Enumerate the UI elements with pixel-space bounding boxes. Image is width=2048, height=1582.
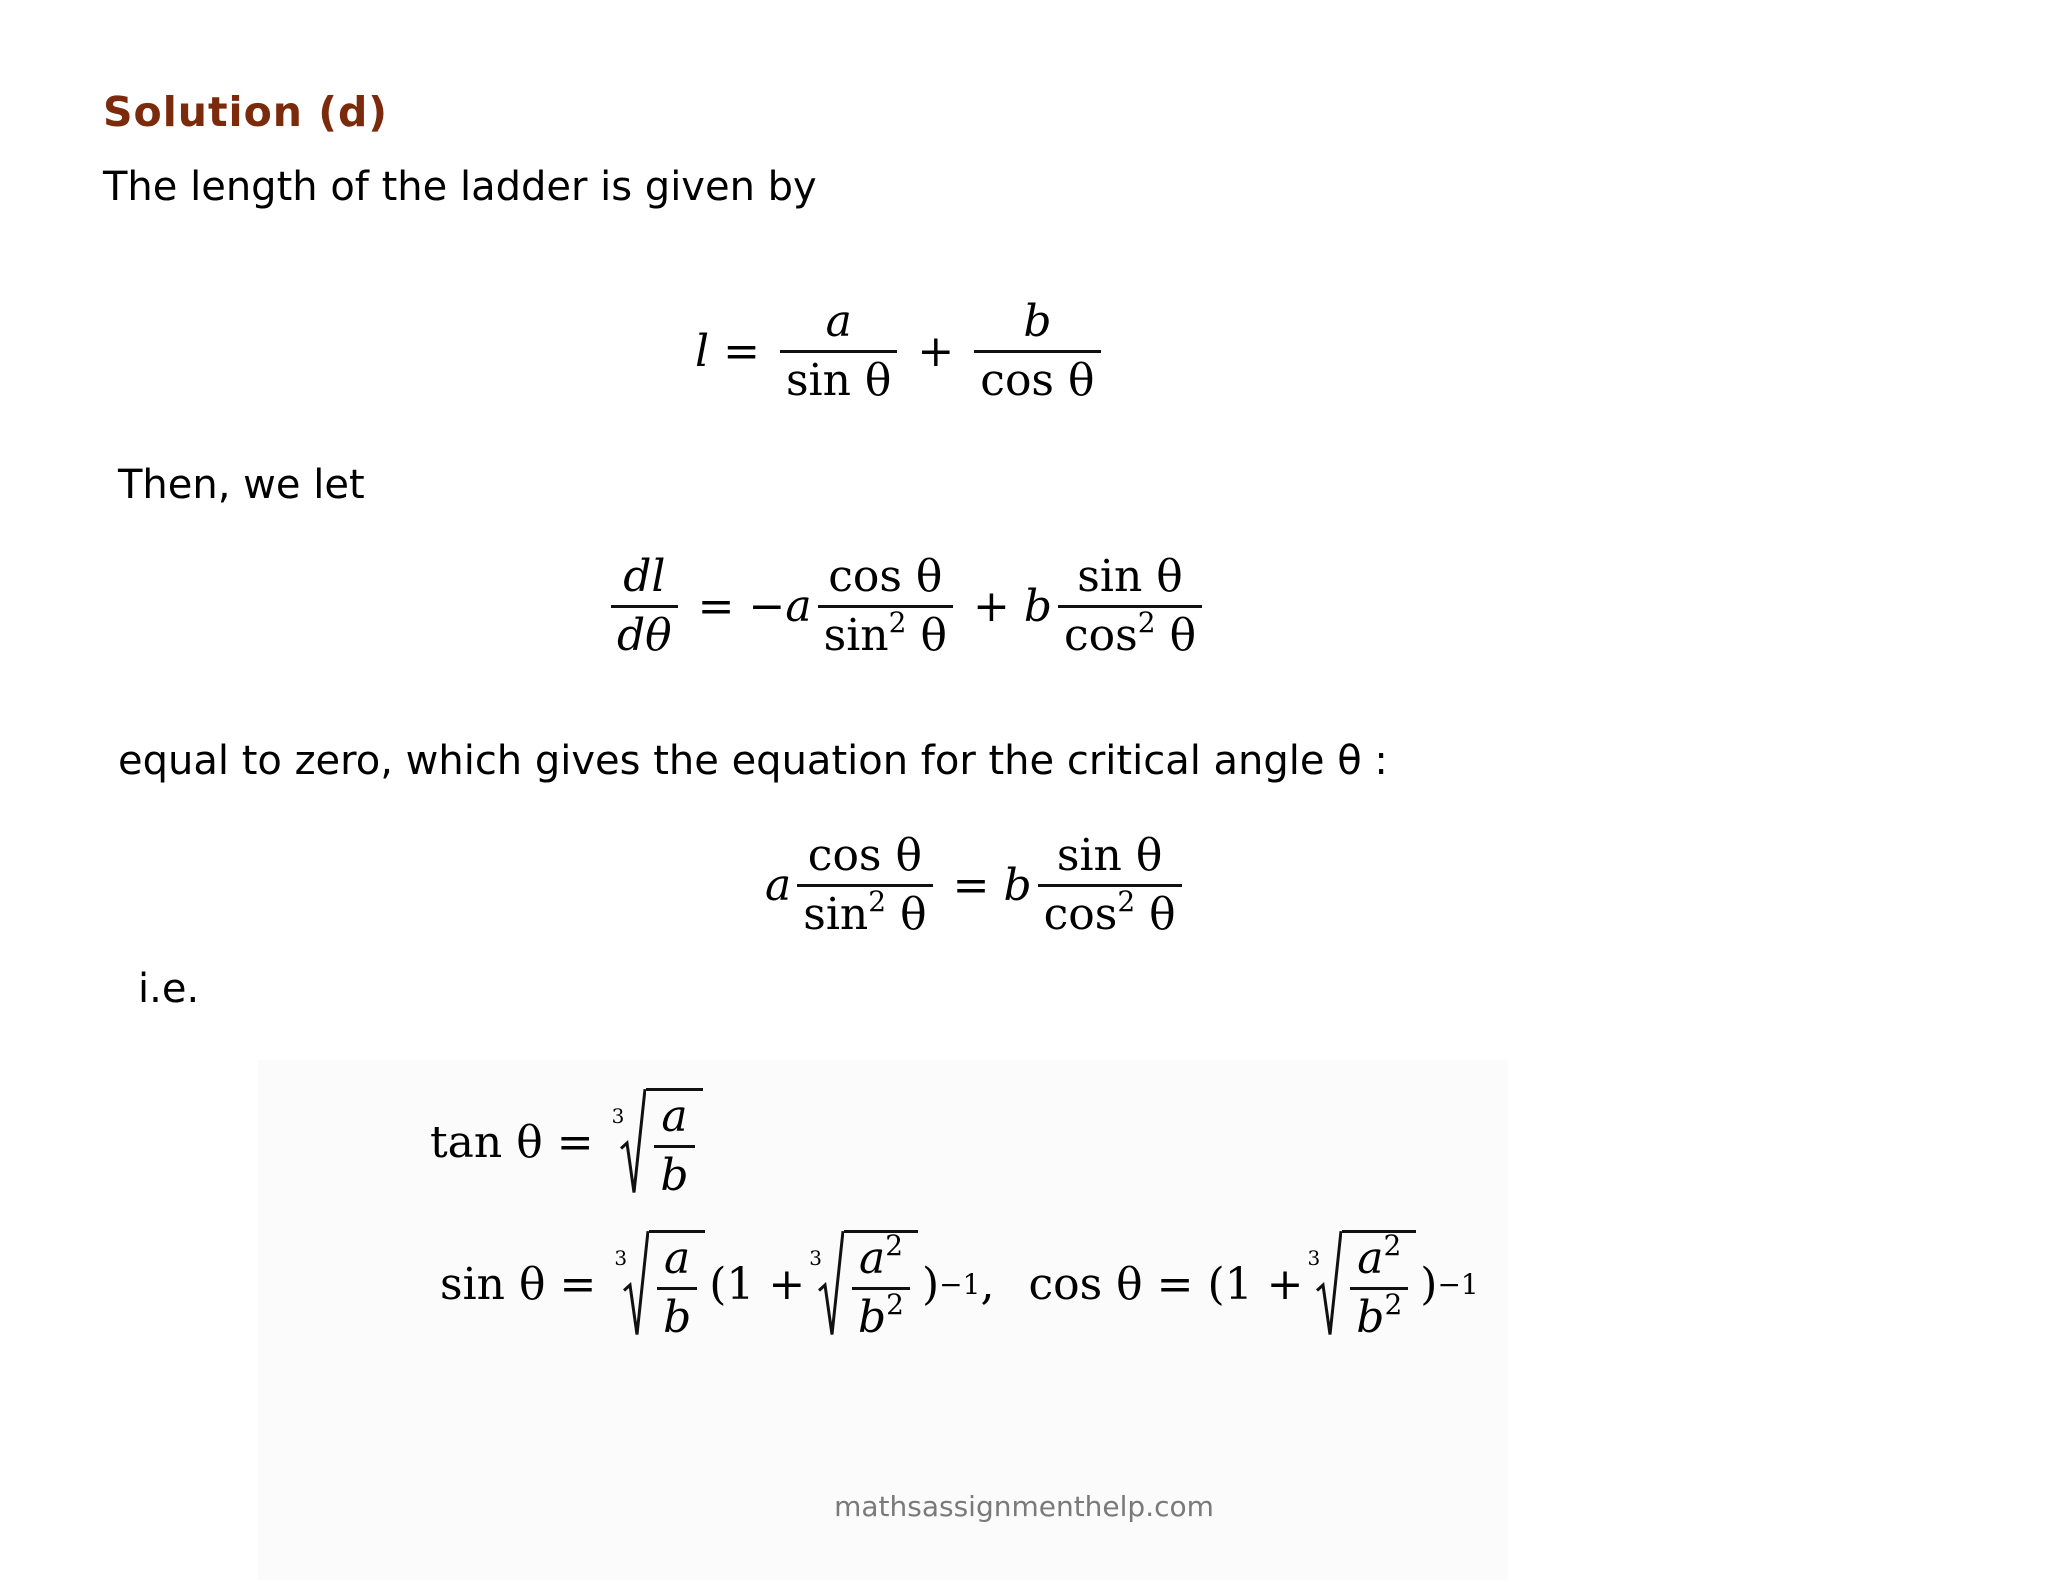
eq2-sq-1: 2 — [888, 606, 907, 639]
eq5-cube-root-2 — [809, 1229, 918, 1343]
eq5-root-index-1: 3 — [614, 1246, 628, 1270]
ladder-length-equation — [695, 296, 1107, 406]
eq4-cube-root — [611, 1088, 703, 1201]
eq3-den-sin2 — [797, 884, 932, 940]
eq1-frac-b — [974, 296, 1100, 406]
eq2-num-sin: sin θ — [1077, 551, 1183, 602]
eq5-num-a2-b — [1351, 1229, 1407, 1287]
eq5-frac-1 — [657, 1233, 697, 1343]
eq1-plus: + — [917, 325, 955, 377]
radical-sign-icon — [1316, 1230, 1342, 1340]
eq2-plus: + — [972, 580, 1010, 632]
eq3-sq-1: 2 — [868, 885, 887, 918]
eq5-equals-1: = — [559, 1259, 597, 1310]
eq5-a-label: a — [858, 1233, 886, 1284]
eq5-sq-den: 2 — [886, 1288, 904, 1321]
eq1-num-b: b — [1023, 296, 1052, 347]
eq2-neg-a: −a — [748, 580, 812, 632]
radical-sign-icon — [620, 1088, 646, 1198]
eq3-a: a — [765, 859, 792, 911]
eq2-sin-label: sin — [823, 610, 889, 661]
eq2-theta-1: θ — [920, 610, 947, 661]
eq4-lhs: tan θ — [430, 1117, 543, 1168]
then-text: Then, we let — [118, 462, 365, 508]
eq5-frac-3 — [1350, 1229, 1408, 1343]
eq3-cos-label: cos — [1043, 889, 1118, 940]
eq5-open-2: (1 + — [1207, 1259, 1304, 1310]
eq5-root-body-1 — [649, 1230, 705, 1343]
ie-text: i.e. — [138, 966, 200, 1012]
eq5-comma: , — [980, 1259, 995, 1310]
critical-angle-equation — [765, 830, 1188, 940]
eq5-root-index-2: 3 — [809, 1246, 822, 1270]
derivative-equation — [605, 551, 1208, 661]
eq3-b: b — [1003, 859, 1032, 911]
eq5-sq-num: 2 — [885, 1229, 904, 1262]
eq5-cube-root-1 — [614, 1230, 705, 1343]
eq5-close-2: ) — [1420, 1259, 1438, 1310]
eq3-theta-1: θ — [900, 889, 927, 940]
eq3-num-sin: sin θ — [1056, 830, 1163, 881]
zero-text: equal to zero, which gives the equation for the critical angle θ : — [118, 738, 1388, 784]
eq1-num-a: a — [825, 296, 852, 347]
eq1-den-cos: cos θ — [974, 350, 1100, 403]
eq5-b-label: b — [858, 1292, 887, 1343]
eq1-frac-a — [780, 296, 897, 406]
eq5-den-b2-b — [1350, 1287, 1408, 1343]
eq5-den-b: b — [657, 1287, 697, 1340]
eq5-sq-num-2: 2 — [1383, 1229, 1402, 1262]
eq3-sin-label: sin — [803, 889, 869, 940]
eq5-root-body-3 — [1342, 1229, 1416, 1343]
eq5-sq-den-2: 2 — [1384, 1288, 1403, 1321]
eq5-root-index-3: 3 — [1307, 1246, 1321, 1270]
eq4-equals: = — [556, 1117, 594, 1168]
eq5-frac-2 — [852, 1229, 910, 1343]
sin-cos-theta-equations: sin θ = 3 $\frac{a}{b}$ (1 + 3 $\frac{a^2}{b^2}$ ) −1 , cos θ = (1 + 3 $\frac{a^2}{b^2}$ ) −1 — [440, 1229, 1479, 1343]
eq3-equals: = — [952, 859, 990, 911]
eq5-sin-lhs: sin θ — [440, 1259, 546, 1310]
eq2-sq-2: 2 — [1137, 606, 1156, 639]
eq4-num-a: a — [661, 1091, 688, 1142]
eq5-root-body-2 — [844, 1229, 918, 1343]
eq2-b: b — [1023, 580, 1053, 632]
intro-text: The length of the ladder is given by — [103, 164, 817, 210]
eq5-a-label-2: a — [1357, 1233, 1384, 1284]
eq4-frac — [654, 1091, 694, 1201]
eq2-equals: = — [697, 580, 735, 632]
eq2-dl-dtheta — [611, 551, 678, 661]
eq3-den-cos2 — [1038, 884, 1182, 940]
eq2-dl: dl — [623, 551, 666, 602]
eq3-theta-2: θ — [1149, 889, 1176, 940]
eq3-num-cos: cos θ — [807, 830, 922, 881]
eq5-den-b2 — [852, 1287, 910, 1343]
footer-watermark: mathsassignmenthelp.com — [834, 1490, 1214, 1523]
eq2-cos-label: cos — [1064, 610, 1138, 661]
solution-heading: Solution (d) — [103, 88, 389, 136]
eq1-equals: = — [723, 325, 760, 377]
eq3-sq-2: 2 — [1117, 885, 1136, 918]
eq5-close-1: ) — [922, 1259, 940, 1310]
eq2-den-sin2 — [818, 605, 953, 661]
radical-sign-icon — [623, 1230, 649, 1340]
eq2-dtheta: dθ — [611, 605, 678, 658]
eq2-frac-2 — [1058, 551, 1202, 661]
eq1-lhs: l — [695, 325, 710, 377]
eq5-open-1: (1 + — [709, 1259, 806, 1310]
eq5-num-a2 — [853, 1229, 909, 1287]
eq2-den-cos2 — [1058, 605, 1202, 661]
eq4-den-b: b — [654, 1145, 694, 1198]
eq5-cos-lhs: cos θ — [1028, 1259, 1143, 1310]
eq4-root-body — [646, 1088, 702, 1201]
eq2-frac-1 — [818, 551, 953, 661]
eq2-num-cos: cos θ — [828, 551, 943, 602]
eq5-b-label-2: b — [1356, 1292, 1385, 1343]
eq5-equals-2: = — [1156, 1259, 1194, 1310]
eq4-root-index: 3 — [611, 1104, 625, 1128]
eq5-cube-root-3 — [1307, 1229, 1417, 1343]
tan-theta-equation — [430, 1088, 707, 1201]
eq1-den-sin: sin θ — [780, 350, 897, 403]
radical-sign-icon — [818, 1230, 844, 1340]
eq2-theta-2: θ — [1169, 610, 1197, 661]
eq3-frac-1 — [797, 830, 932, 940]
eq3-frac-2 — [1038, 830, 1182, 940]
eq5-num-a: a — [664, 1233, 691, 1284]
